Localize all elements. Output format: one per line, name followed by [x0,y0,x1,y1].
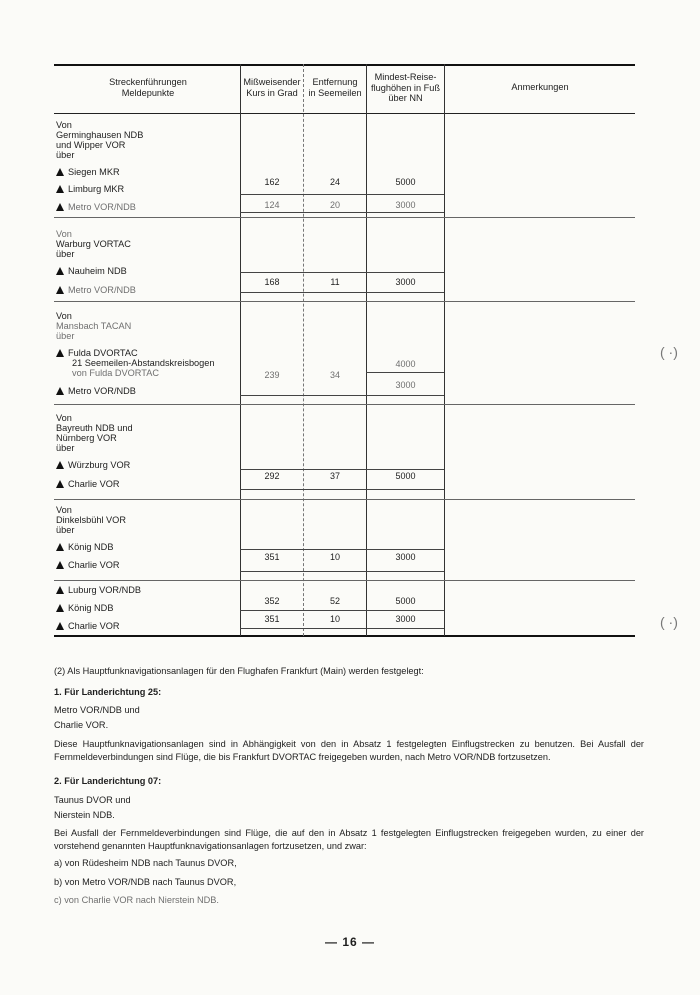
scan-mark: ( ·) [660,614,678,630]
route-from: Nürnberg VOR [56,433,117,443]
arc-description: 21 Seemeilen-Abstandskreisbogen [72,358,215,368]
distance-value: 37 [329,471,340,481]
reporting-point-label: Metro VOR/NDB [68,386,136,396]
distance-value: 11 [330,277,340,287]
section-intro: (2) Als Hauptfunknavigationsanlagen für den Flughafen Frankfurt (Main) werden festgelegt: [54,666,424,676]
reporting-point [56,348,138,359]
triangle-icon [56,561,64,569]
col-divider-distance [303,64,304,636]
course-value: 292 [264,471,280,481]
group-separator [54,580,635,581]
route-from: Von [56,120,72,130]
reporting-point-label: Charlie VOR [68,479,120,489]
reporting-point-label: Würzburg VOR [68,460,131,470]
leg-line [240,395,444,396]
reporting-point [56,184,124,195]
leg-line [240,549,444,550]
leg-line [240,469,444,470]
col-divider-remarks [444,64,445,636]
reporting-point-label: Charlie VOR [68,560,120,570]
reporting-point [56,621,120,632]
reporting-point [56,603,113,614]
leg-line [240,628,444,629]
altitude-value: 5000 [395,471,416,481]
route-from: Warburg VORTAC [56,239,131,249]
route-from: über [56,150,75,160]
route-from: über [56,331,75,341]
route-from: über [56,249,75,259]
page-number: — 16 — [324,935,375,949]
triangle-icon [56,461,64,469]
col-divider-altitude [366,64,367,636]
course-value: 162 [264,177,280,187]
facility-line: Metro VOR/NDB und [54,705,140,715]
header-rule [54,113,635,114]
list-item: b) von Metro VOR/NDB nach Taunus DVOR, [54,877,237,887]
leg-line [240,571,444,572]
route-from: über [56,525,75,535]
route-from: Germinghausen NDB [56,130,144,140]
leg-line [240,272,444,273]
altitude-value: 4000 [395,359,416,369]
route-from: Von [56,229,72,239]
altitude-value: 5000 [395,596,416,606]
reporting-point-label: Nauheim NDB [68,266,127,276]
header-route: Streckenführungen Meldepunkte [109,77,187,98]
leg-line [366,372,444,373]
reporting-point [56,585,141,596]
route-from: Von [56,505,72,515]
reporting-point [56,542,113,553]
triangle-icon [56,586,64,594]
table-bottom-rule [54,635,635,637]
reporting-point [56,266,127,277]
paragraph-runway-07: Bei Ausfall der Fernmeldeverbindungen sind Flüge, die auf den in Absatz 1 festgelegten Einflugstrecken freigegeben wurden, zu einer der vorstehend genannten Hauptfunknavigationsanlagen fortzusetzen, und zwar: [54,828,644,851]
triangle-icon [56,168,64,176]
reporting-point-label: König NDB [68,542,114,552]
altitude-value: 3000 [395,614,416,624]
route-from: Dinkelsbühl VOR [56,515,126,525]
triangle-icon [56,349,64,357]
course-value: 351 [264,552,280,562]
group-separator [54,404,635,405]
reporting-point-label: Siegen MKR [68,167,120,177]
group-separator [54,499,635,500]
table-top-rule [54,64,635,66]
leg-line [240,610,444,611]
facility-line: Charlie VOR. [54,720,109,730]
paragraph-runway-25: Diese Hauptfunknavigationsanlagen sind in Abhängigkeit von den in Absatz 1 festgelegten Einflugstrecken zu benutzen. Bei Ausfall der Fernmeldeverbindungen sind Flüge, die bis Frankfurt DVORTAC freigegeben wurden, nach Metro VOR/NDB fortzusetzen. [54,739,644,762]
scan-mark: ( ·) [660,344,678,360]
heading-runway-07: 2. Für Landerichtung 07: [54,776,162,786]
course-value: 351 [264,614,280,624]
header-remarks: Anmerkungen [511,82,569,92]
distance-value: 52 [329,596,340,606]
list-item: a) von Rüdesheim NDB nach Taunus DVOR, [54,858,237,868]
arc-description: von Fulda DVORTAC [72,368,159,378]
altitude-value: 5000 [395,177,416,187]
reporting-point-label: Fulda DVORTAC [68,348,138,358]
distance-value: 24 [329,177,340,187]
reporting-point [56,460,130,471]
triangle-icon [56,203,64,211]
reporting-point [56,386,136,397]
distance-value: 10 [329,614,340,624]
altitude-value: 3000 [395,277,416,287]
altitude-value: 3000 [395,380,416,390]
reporting-point [56,285,136,296]
route-from: Von [56,413,72,423]
course-value: 168 [264,277,280,287]
leg-line [240,194,444,195]
header-altitude: Mindest-Reise- flughöhen in Fuß über NN [371,72,440,103]
group-separator [54,301,635,302]
col-divider-course [240,64,241,636]
triangle-icon [56,543,64,551]
reporting-point [56,202,136,213]
triangle-icon [56,604,64,612]
course-value: 239 [264,370,280,380]
course-value: 124 [264,200,280,210]
reporting-point [56,479,120,490]
triangle-icon [56,185,64,193]
reporting-point-label: Limburg MKR [68,184,125,194]
triangle-icon [56,387,64,395]
triangle-icon [56,480,64,488]
triangle-icon [56,622,64,630]
distance-value: 34 [329,370,340,380]
facility-line: Nierstein NDB. [54,810,115,820]
list-item: c) von Charlie VOR nach Nierstein NDB. [54,895,219,905]
leg-line [240,212,444,213]
reporting-point-label: Metro VOR/NDB [68,202,136,212]
route-from: Von [56,311,72,321]
altitude-value: 3000 [395,552,416,562]
altitude-value: 3000 [395,200,416,210]
header-distance: Entfernung in Seemeilen [308,77,362,98]
reporting-point-label: Charlie VOR [68,621,120,631]
route-from: und Wipper VOR [56,140,126,150]
reporting-point-label: Luburg VOR/NDB [68,585,142,595]
heading-runway-25: 1. Für Landerichtung 25: [54,687,162,697]
distance-value: 20 [329,200,340,210]
reporting-point [56,167,120,178]
route-from: über [56,443,75,453]
facility-line: Taunus DVOR und [54,795,131,805]
leg-line [240,489,444,490]
reporting-point [56,560,120,571]
reporting-point-label: König NDB [68,603,114,613]
distance-value: 10 [329,552,340,562]
triangle-icon [56,286,64,294]
route-from: Bayreuth NDB und [56,423,133,433]
header-course: Mißweisender Kurs in Grad [243,77,301,98]
group-separator [54,217,635,218]
leg-line [240,292,444,293]
triangle-icon [56,267,64,275]
route-from: Mansbach TACAN [56,321,132,331]
course-value: 352 [264,596,280,606]
reporting-point-label: Metro VOR/NDB [68,285,136,295]
